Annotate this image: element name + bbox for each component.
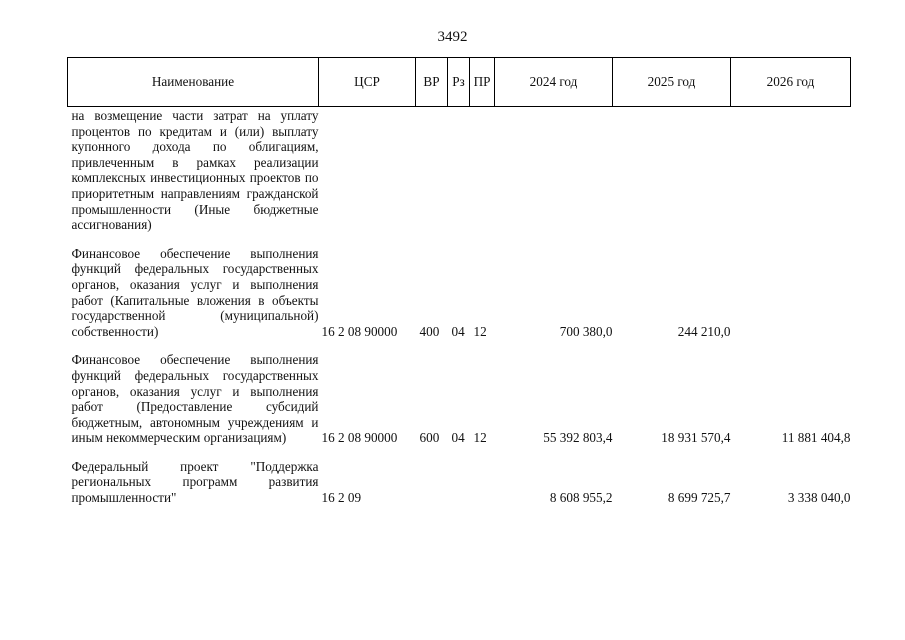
header-2026: 2026 год [731,58,851,107]
header-pr: ПР [470,58,495,107]
row-csr: 16 2 09 [321,490,362,506]
row-2024: 700 380,0 [559,323,613,339]
row-csr: 16 2 08 90000 [321,323,398,339]
row-vr [416,459,448,506]
header-vr: ВР [416,58,448,107]
table-row [68,459,851,506]
row-rz: 04 [451,430,465,446]
table-header-row [68,58,851,107]
row-2024: 8 608 955,2 [549,490,613,506]
row-rz: 04 [451,323,465,339]
header-csr: ЦСР [319,58,416,107]
row-name: Федеральный проект "Поддержка региональных программ развития промышленности" [71,458,319,506]
row-2025 [613,107,731,233]
row-vr: 400 [419,323,440,339]
row-rz [448,459,470,506]
row-2024: 55 392 803,4 [543,430,613,446]
row-pr: 12 [473,430,487,446]
row-name: на возмещение части затрат на уплату процентов по кредитам и (или) выплату купонного дохода по облигациям, привлеченным в рамках реализации комплексных инвестиционных проектов по приоритетным направлениям гражданской промышленности (Иные бюджетные ассигнования) [71,108,319,233]
header-rz: Рз [448,58,470,107]
row-2026: 3 338 040,0 [787,490,851,506]
row-2024 [495,107,613,233]
table-row [68,107,851,233]
row-2025: 18 931 570,4 [661,430,731,446]
row-2026 [731,107,851,233]
table-row [68,246,851,340]
row-name: Финансовое обеспечение выполнения функций федеральных государственных органов, оказания услуг и выполнения работ (Предоставление субсидий бюджетным, автономным учреждениям и иным некоммерческим организациям) [71,352,319,446]
row-2025: 244 210,0 [677,323,731,339]
row-csr [319,107,416,233]
header-2025: 2025 год [613,58,731,107]
row-2025: 8 699 725,7 [667,490,731,506]
row-vr: 600 [419,430,440,446]
row-2026: 11 881 404,8 [781,430,851,446]
row-pr [470,107,495,233]
row-pr: 12 [473,323,487,339]
row-2026 [731,246,851,340]
row-rz [448,107,470,233]
row-csr: 16 2 08 90000 [321,430,398,446]
header-name: Наименование [68,58,319,107]
budget-table [67,57,851,506]
row-name: Финансовое обеспечение выполнения функций федеральных государственных органов, оказания услуг и выполнения работ (Капитальные вложения в объекты государственной (муниципальной) собственности) [71,245,319,339]
row-vr [416,107,448,233]
table-row [68,352,851,446]
page-number: 3492 [437,29,468,45]
header-2024: 2024 год [495,58,613,107]
row-pr [470,459,495,506]
